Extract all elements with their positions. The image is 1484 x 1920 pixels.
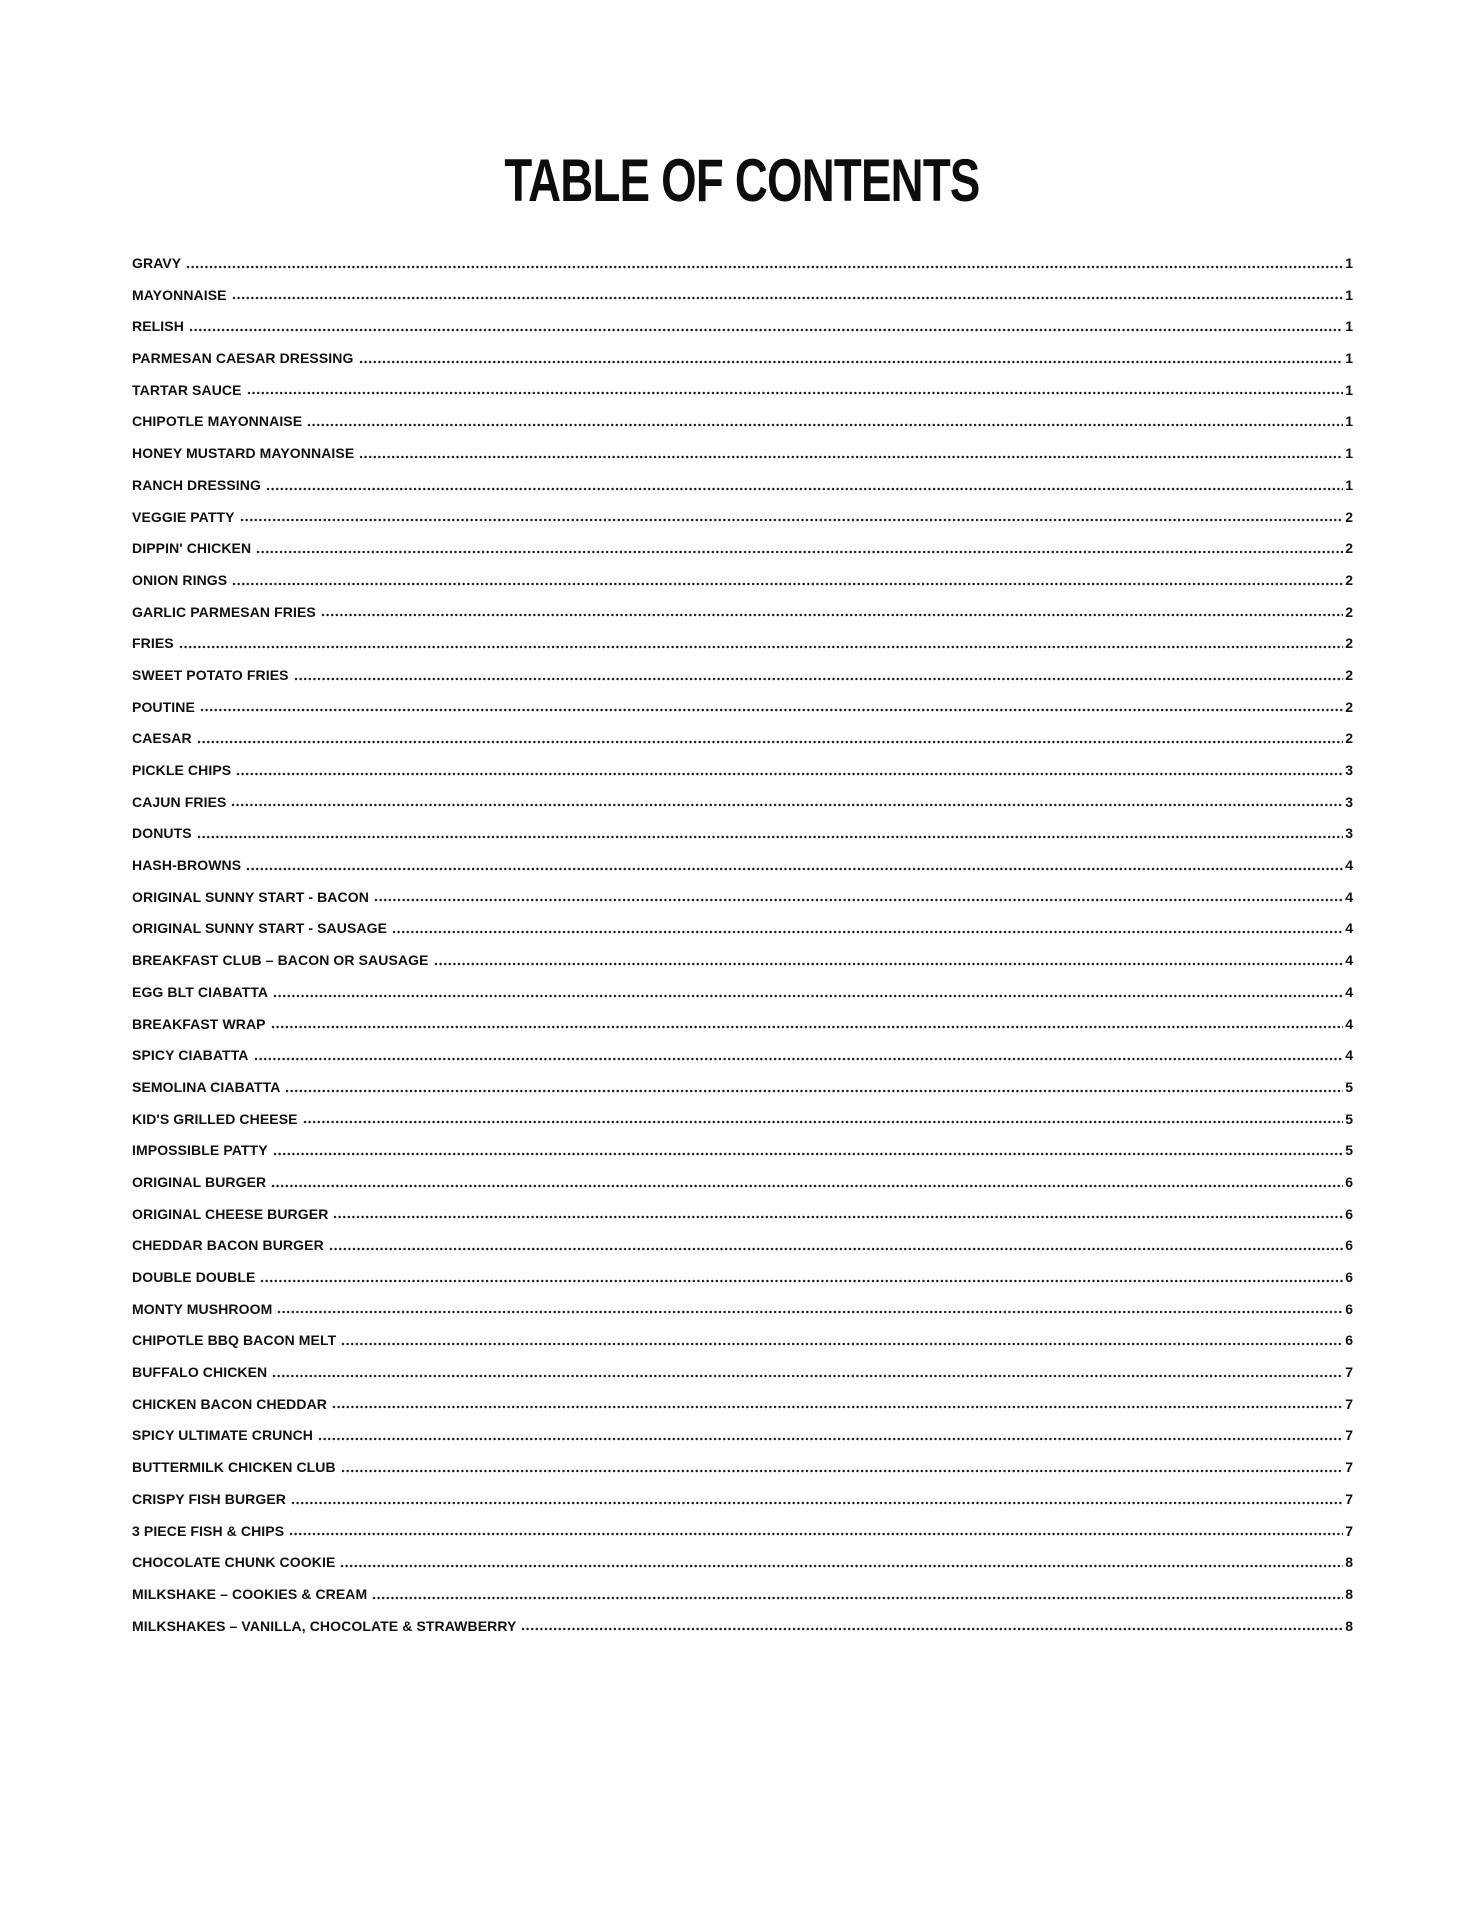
- toc-entry: [132, 1443, 1353, 1475]
- toc-entry: [132, 524, 1353, 556]
- toc-entry-page: 2: [1345, 730, 1353, 747]
- toc-leader-dots: [271, 1024, 1344, 1030]
- toc-entry-label: POUTINE: [132, 698, 195, 715]
- toc-entry: [132, 778, 1353, 810]
- toc-entry: [132, 841, 1353, 873]
- page-title: TABLE OF CONTENTS: [504, 147, 980, 214]
- toc-entry: [132, 936, 1353, 968]
- toc-entry: [132, 714, 1353, 746]
- toc-entry-page: 3: [1345, 825, 1353, 842]
- toc-entry-page: 2: [1345, 540, 1353, 557]
- toc-entry-page: 6: [1345, 1269, 1353, 1285]
- toc-leader-dots: [329, 1246, 1343, 1252]
- toc-entry-page: 6: [1345, 1173, 1353, 1190]
- toc-leader-dots: [341, 1468, 1343, 1474]
- toc-leader-dots: [232, 295, 1344, 301]
- toc-entry-page: 6: [1345, 1205, 1353, 1222]
- toc-leader-dots: [434, 961, 1344, 967]
- toc-entry: [132, 493, 1353, 525]
- toc-entry-label: SPICY ULTIMATE CRUNCH: [132, 1427, 313, 1444]
- toc-entry-page: 3: [1345, 762, 1353, 778]
- toc-entry: [132, 366, 1353, 398]
- toc-leader-dots: [307, 422, 1343, 428]
- toc-entry-page: 1: [1345, 445, 1353, 462]
- toc-list: [132, 239, 1353, 1633]
- toc-leader-dots: [240, 517, 1344, 523]
- toc-entry: [132, 1031, 1353, 1063]
- toc-leader-dots: [294, 676, 1344, 682]
- toc-entry-label: CHICKEN BACON CHEDDAR: [132, 1395, 327, 1412]
- toc-entry: [132, 302, 1353, 334]
- toc-entry-label: SPICY CIABATTA: [132, 1047, 249, 1064]
- toc-entry: [132, 1475, 1353, 1507]
- toc-entry-page: 5: [1345, 1142, 1353, 1159]
- toc-entry: [132, 1348, 1353, 1380]
- toc-entry-label: PICKLE CHIPS: [132, 762, 232, 778]
- toc-entry-page: 4: [1345, 888, 1353, 905]
- toc-entry-label: MAYONNAISE: [132, 286, 227, 303]
- toc-entry-label: 3 PIECE FISH & CHIPS: [132, 1522, 285, 1539]
- toc-entry-page: 1: [1345, 286, 1353, 303]
- toc-leader-dots: [272, 1373, 1343, 1379]
- toc-entry-page: 1: [1345, 350, 1353, 367]
- toc-entry: [132, 1507, 1353, 1539]
- toc-entry-page: 4: [1345, 1015, 1353, 1032]
- toc-entry-page: 1: [1345, 413, 1353, 430]
- toc-leader-dots: [285, 1088, 1343, 1094]
- toc-leader-dots: [289, 1531, 1343, 1537]
- toc-entry: [132, 1316, 1353, 1348]
- toc-entry: [132, 1411, 1353, 1443]
- toc-entry-label: FRIES: [132, 635, 174, 652]
- toc-entry: [132, 904, 1353, 936]
- toc-entry-page: 2: [1345, 571, 1353, 588]
- toc-entry: [132, 1000, 1353, 1032]
- toc-leader-dots: [256, 549, 1343, 555]
- toc-entry-label: CRISPY FISH BURGER: [132, 1490, 287, 1507]
- toc-leader-dots: [277, 1309, 1343, 1315]
- toc-leader-dots: [186, 264, 1343, 270]
- toc-leader-dots: [266, 486, 1343, 492]
- toc-entry-label: HASH-BROWNS: [132, 857, 242, 874]
- toc-leader-dots: [291, 1500, 1343, 1506]
- toc-entry: [132, 429, 1353, 461]
- toc-entry: [132, 1285, 1353, 1317]
- toc-leader-dots: [271, 1183, 1343, 1189]
- toc-entry: [132, 461, 1353, 493]
- toc-entry-label: BUFFALO CHICKEN: [132, 1364, 268, 1381]
- toc-leader-dots: [231, 802, 1343, 808]
- toc-leader-dots: [273, 993, 1343, 999]
- toc-entry: [132, 683, 1353, 715]
- toc-entry-page: 2: [1345, 603, 1353, 620]
- toc-entry-label: IMPOSSIBLE PATTY: [132, 1142, 268, 1159]
- toc-entry: [132, 1380, 1353, 1412]
- toc-leader-dots: [333, 1214, 1343, 1220]
- toc-entry-page: 4: [1345, 857, 1353, 874]
- toc-entry-label: CHIPOTLE BBQ BACON MELT: [132, 1332, 337, 1349]
- toc-entry-page: 7: [1345, 1395, 1353, 1412]
- toc-entry-page: 3: [1345, 793, 1353, 810]
- toc-entry-page: 5: [1345, 1110, 1353, 1127]
- toc-entry-page: 2: [1345, 698, 1353, 715]
- toc-entry-page: 4: [1345, 920, 1353, 937]
- toc-entry-page: 6: [1345, 1300, 1353, 1317]
- toc-entry: [132, 239, 1353, 271]
- toc-entry-label: CHIPOTLE MAYONNAISE: [132, 413, 303, 430]
- toc-entry: [132, 1538, 1353, 1570]
- toc-leader-dots: [374, 897, 1343, 903]
- toc-entry-label: RANCH DRESSING: [132, 476, 261, 493]
- toc-leader-dots: [303, 1119, 1344, 1125]
- toc-leader-dots: [359, 359, 1344, 365]
- toc-entry: [132, 1158, 1353, 1190]
- toc-leader-dots: [246, 866, 1343, 872]
- toc-entry-page: 7: [1345, 1490, 1353, 1507]
- toc-entry-label: SWEET POTATO FRIES: [132, 666, 289, 683]
- toc-leader-dots: [321, 612, 1343, 618]
- toc-leader-dots: [521, 1626, 1343, 1632]
- toc-entry-label: HONEY MUSTARD MAYONNAISE: [132, 445, 355, 462]
- toc-entry-page: 7: [1345, 1522, 1353, 1539]
- toc-entry: [132, 1570, 1353, 1602]
- toc-entry-label: GARLIC PARMESAN FRIES: [132, 603, 316, 620]
- toc-entry-label: PARMESAN CAESAR DRESSING: [132, 350, 354, 367]
- toc-entry-label: ORIGINAL SUNNY START - BACON: [132, 888, 369, 905]
- toc-leader-dots: [197, 739, 1343, 745]
- toc-leader-dots: [318, 1436, 1343, 1442]
- toc-entry-label: DIPPIN' CHICKEN: [132, 540, 252, 557]
- toc-entry-page: 8: [1345, 1585, 1353, 1602]
- toc-leader-dots: [232, 581, 1343, 587]
- toc-leader-dots: [254, 1056, 1344, 1062]
- toc-entry: [132, 968, 1353, 1000]
- toc-entry-page: 4: [1345, 1047, 1353, 1064]
- toc-entry: [132, 873, 1353, 905]
- toc-entry-label: BREAKFAST WRAP: [132, 1015, 266, 1032]
- toc-leader-dots: [179, 644, 1343, 650]
- toc-entry-page: 7: [1345, 1459, 1353, 1476]
- toc-leader-dots: [197, 834, 1343, 840]
- toc-leader-dots: [340, 1563, 1343, 1569]
- toc-entry: [132, 1190, 1353, 1222]
- toc-entry-label: CAESAR: [132, 730, 192, 747]
- toc-entry-page: 2: [1345, 635, 1353, 652]
- toc-entry-label: DONUTS: [132, 825, 192, 842]
- toc-entry: [132, 271, 1353, 303]
- toc-entry-page: 2: [1345, 508, 1353, 525]
- toc-entry-label: CHOCOLATE CHUNK COOKIE: [132, 1554, 336, 1571]
- toc-entry-label: MONTY MUSHROOM: [132, 1300, 273, 1317]
- toc-entry-page: 1: [1345, 318, 1353, 335]
- toc-entry-label: MILKSHAKE – COOKIES & CREAM: [132, 1585, 368, 1602]
- toc-entry: [132, 397, 1353, 429]
- toc-entry-page: 4: [1345, 983, 1353, 1000]
- toc-entry-page: 1: [1345, 255, 1353, 271]
- toc-entry-page: 1: [1345, 476, 1353, 493]
- toc-entry-label: KID'S GRILLED CHEESE: [132, 1110, 298, 1127]
- toc-entry-label: BREAKFAST CLUB – BACON OR SAUSAGE: [132, 952, 429, 969]
- toc-entry-label: BUTTERMILK CHICKEN CLUB: [132, 1459, 336, 1476]
- toc-entry-label: ORIGINAL SUNNY START - SAUSAGE: [132, 920, 388, 937]
- toc-entry: [132, 1126, 1353, 1158]
- toc-leader-dots: [189, 327, 1343, 333]
- toc-entry-page: 1: [1345, 381, 1353, 398]
- toc-entry-label: GRAVY: [132, 255, 182, 271]
- toc-entry: [132, 651, 1353, 683]
- toc-entry-label: VEGGIE PATTY: [132, 508, 235, 525]
- toc-entry-page: 8: [1345, 1554, 1353, 1571]
- toc-entry-page: 6: [1345, 1332, 1353, 1349]
- toc-leader-dots: [392, 929, 1343, 935]
- toc-entry-page: 4: [1345, 952, 1353, 969]
- toc-entry-label: RELISH: [132, 318, 184, 335]
- toc-entry: [132, 1063, 1353, 1095]
- toc-leader-dots: [200, 707, 1343, 713]
- toc-entry-page: 7: [1345, 1427, 1353, 1444]
- toc-entry: [132, 1221, 1353, 1253]
- toc-leader-dots: [247, 390, 1344, 396]
- toc-entry-page: 2: [1345, 666, 1353, 683]
- toc-entry: [132, 1602, 1353, 1634]
- toc-leader-dots: [372, 1595, 1343, 1601]
- toc-entry-page: 8: [1345, 1617, 1353, 1634]
- toc-entry-label: DOUBLE DOUBLE: [132, 1269, 256, 1285]
- toc-entry-page: 5: [1345, 1078, 1353, 1095]
- toc-entry-label: MILKSHAKES – VANILLA, CHOCOLATE & STRAWBERRY: [132, 1617, 517, 1634]
- toc-entry-label: EGG BLT CIABATTA: [132, 983, 269, 1000]
- toc-leader-dots: [260, 1278, 1343, 1284]
- toc-leader-dots: [341, 1341, 1343, 1347]
- toc-entry: [132, 556, 1353, 588]
- toc-entry-page: 6: [1345, 1237, 1353, 1254]
- toc-entry-label: TARTAR SAUCE: [132, 381, 242, 398]
- toc-entry: [132, 588, 1353, 620]
- toc-leader-dots: [236, 771, 1343, 777]
- toc-entry-page: 7: [1345, 1364, 1353, 1381]
- toc-entry-label: CAJUN FRIES: [132, 793, 227, 810]
- toc-leader-dots: [273, 1151, 1344, 1157]
- toc-entry-label: SEMOLINA CIABATTA: [132, 1078, 281, 1095]
- toc-entry-label: ORIGINAL BURGER: [132, 1173, 267, 1190]
- toc-entry: [132, 809, 1353, 841]
- toc-entry-label: CHEDDAR BACON BURGER: [132, 1237, 324, 1254]
- toc-entry: [132, 746, 1353, 778]
- toc-leader-dots: [332, 1404, 1343, 1410]
- toc-entry: [132, 1095, 1353, 1127]
- toc-entry-label: ORIGINAL CHEESE BURGER: [132, 1205, 329, 1222]
- toc-entry: [132, 1253, 1353, 1285]
- toc-entry: [132, 334, 1353, 366]
- toc-leader-dots: [359, 454, 1343, 460]
- toc-entry-label: ONION RINGS: [132, 571, 228, 588]
- toc-entry: [132, 619, 1353, 651]
